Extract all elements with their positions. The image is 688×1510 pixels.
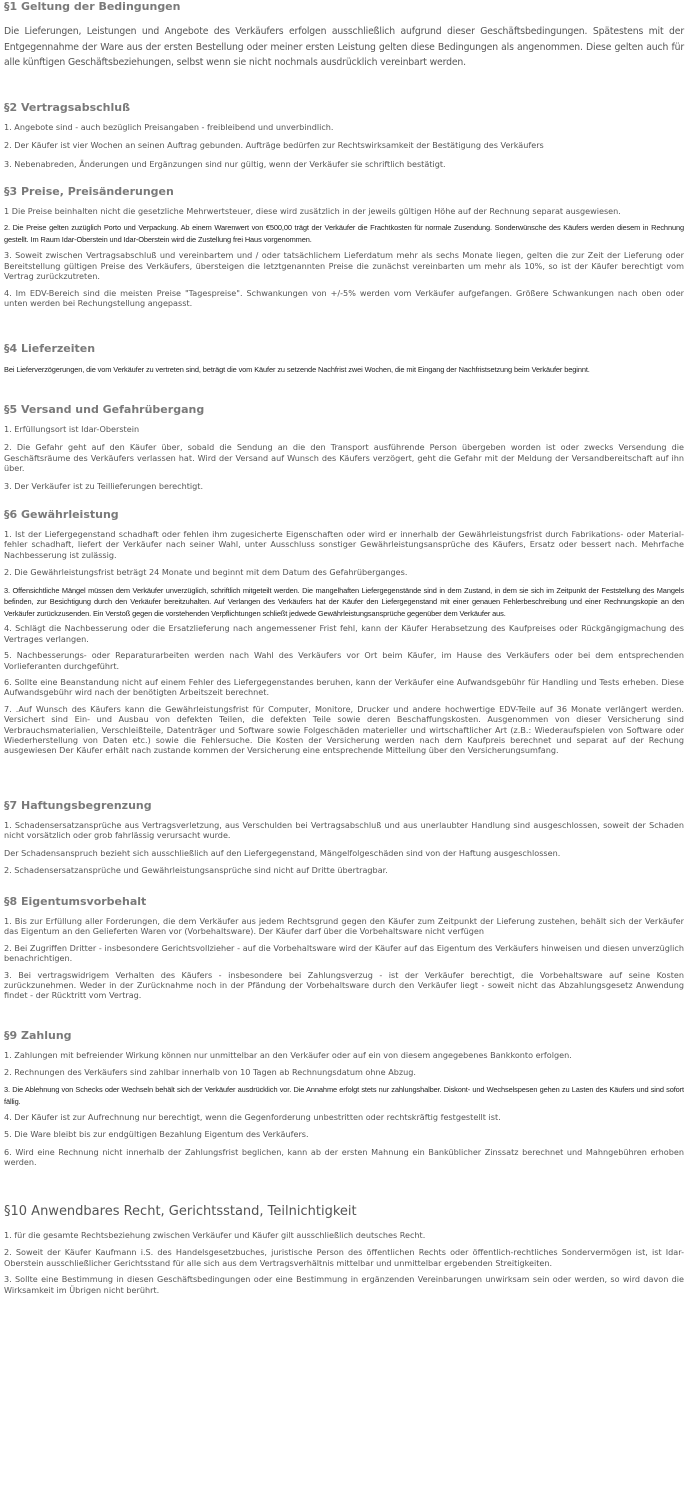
paragraph: 3. Soweit zwischen Vertragsabschluß und vereinbartem und / oder tatsächlichem Lieferdatum mehr als sechs Monate liegen, gelten die zur Zeit der Lieferung oder Bereitstellung gültigen Preise des Verkäufers, übersteigen die letztgenannten Preise die zunächst vereinbarten um mehr als 10%, so ist der Käufer berechtigt vom Vertrag zurückzutreten. <box>4 250 684 282</box>
paragraph: 5. Die Ware bleibt bis zur endgültigen Bezahlung Eigentum des Verkäufers. <box>4 1129 309 1140</box>
paragraph: 3. Bei vertragswidrigem Verhalten des Käufers - insbesondere bei Zahlungsverzug - ist der Verkäufer berechtigt, die Vorbehaltsware auf seine Kosten zurückzunehmen. Weder in der Zurücknahme noch in der Pfändung der Vorbehaltsware durch den Verkäufer liegt - soweit nicht das Abzahlungsgesetz Anwendung findet - der Rücktritt vom Vertrag. <box>4 969 684 1001</box>
paragraph: 4. Schlägt die Nachbesserung oder die Ersatzlieferung nach angemessener Frist fehl, kann der Käufer Herabsetzung des Kaufpreises oder Rückgängigmachung des Vertrages verlangen. <box>4 623 684 644</box>
paragraph: 3. Sollte eine Bestimmung in diesen Geschäftsbedingungen oder eine Bestimmung in ergänzenden Vereinbarungen unwirksam sein oder werden, so wird davon die Wirksamkeit im Übrigen nicht berührt. <box>4 1274 684 1295</box>
paragraph: 1. Angebote sind - auch bezüglich Preisangaben - freibleibend und unverbindlich. <box>4 122 334 132</box>
section-1 <box>4 0 684 71</box>
paragraph: 1. Bis zur Erfüllung aller Forderungen, die dem Verkäufer aus jedem Rechtsgrund gegen den Käufer zum Zeitpunkt der Lieferung zustehen, behält sich der Verkäufer das Eigentum an den Gelieferten Waren vor (Vorbehaltsware). Der Käufer darf über die Vorbehaltsware nicht verfügen <box>4 916 684 937</box>
paragraph: 3. Nebenabreden, Änderungen und Ergänzungen sind nur gültig, wenn der Verkäufer sie schriftlich bestätigt. <box>4 158 446 169</box>
paragraph: 2. Der Käufer ist vier Wochen an seinen Auftrag gebunden. Aufträge bedürfen zur Rechtswirksamkeit der Bestätigung des Verkäufers <box>4 140 544 151</box>
paragraph: 1 Die Preise beinhalten nicht die gesetzliche Mehrwertsteuer, diese wird zusätzlich in der jeweils gültigen Höhe auf der Rechnung separat ausgewiesen. <box>4 206 621 216</box>
paragraph: 2. Bei Zugriffen Dritter - insbesondere Gerichtsvollzieher - auf die Vorbehaltsware wird der Käufer auf das Eigentum des Verkäufers hinweisen und diesen unverzüglich benachrichtigen. <box>4 942 684 964</box>
paragraph: 2. Die Gewährleistungsfrist beträgt 24 Monate und beginnt mit dem Datum des Gefahrüberganges. <box>4 567 408 578</box>
paragraph: 3. Die Ablehnung von Schecks oder Wechseln behält sich der Verkäufer ausdrücklich vor. Die Annahme erfolgt stets nur zahlungshalber. Diskont- und Wechselspesen gehen zu Lasten des Käufers und sind sofort fällig. <box>4 1084 684 1106</box>
paragraph: Bei Lieferverzögerungen, die vom Verkäufer zu vertreten sind, beträgt die vom Käufer zu setzende Nachfrist zwei Wochen, die mit Eingang der Nachfristsetzung beim Verkäufer beginnt. <box>4 365 590 374</box>
paragraph: 2. Soweit der Käufer Kaufmann i.S. des Handelsgesetzbuches, juristische Person des öffentlichen Rechts oder öffentlich-rechtliches Sondervermögen ist, ist Idar-Oberstein ausschließlicher Gerichtsstand für alle sich aus dem Vertragsverhältnis mittelbar und unmittelbar ergebenden Streitigkeiten. <box>4 1247 684 1268</box>
section-title: §1 Geltung der Bedingungen <box>4 0 181 13</box>
paragraph: 6. Sollte eine Beanstandung nicht auf einem Fehler des Liefergegenstandes beruhen, kann der Verkäufer eine Aufwandsgebühr für Handling und Tests erheben. Diese Aufwandsgebühr wird nach der benötigten Arbeitszeit berechnet. <box>4 677 684 698</box>
paragraph: 2. Schadensersatzansprüche und Gewährleistungsansprüche sind nicht auf Dritte übertragbar. <box>4 865 388 876</box>
section-4 <box>4 342 684 376</box>
section-title: §8 Eigentumsvorbehalt <box>4 895 147 908</box>
section-7 <box>4 799 684 876</box>
section-title: §7 Haftungsbegrenzung <box>4 799 152 812</box>
section-10 <box>4 1204 684 1295</box>
section-title: §2 Vertragsabschluß <box>4 101 131 114</box>
section-title: §9 Zahlung <box>4 1029 72 1042</box>
paragraph: 5. Nachbesserungs- oder Reparaturarbeiten werden nach Wahl des Verkäufers vor Ort beim Käufer, im Hause des Verkäufers oder bei dem entsprechenden Vorlieferanten durchgeführt. <box>4 650 684 671</box>
section-title: §5 Versand und Gefahrübergang <box>4 403 205 416</box>
paragraph: 1. Erfüllungsort ist Idar-Oberstein <box>4 424 140 434</box>
paragraph: Die Lieferungen, Leistungen und Angebote des Verkäufers erfolgen ausschließlich aufgrund dieser Geschäftsbedingungen. Spätestens mit der Entgegennahme der Ware aus der ersten Bestellung oder meiner ersten Leistung gelten diese Bedingungen als angenommen. Diese gelten auch für alle künftigen Geschäftsbeziehungen, selbst wenn sie nicht nochmals ausdrücklich vereinbart werden. <box>4 26 684 69</box>
paragraph: 4. Der Käufer ist zur Aufrechnung nur berechtigt, wenn die Gegenforderung unbestritten oder rechtskräftig festgestellt ist. <box>4 1111 501 1122</box>
paragraph: 6. Wird eine Rechnung nicht innerhalb der Zahlungsfrist beglichen, kann ab der ersten Mahnung ein Banküblicher Zinssatz berechnet und Mahngebühren erhoben werden. <box>4 1146 684 1168</box>
section-2 <box>4 101 684 169</box>
section-9 <box>4 1029 684 1167</box>
section-6 <box>4 508 684 756</box>
paragraph: 3. Offensichtliche Mängel müssen dem Verkäufer unverzüglich, schriftlich mitgeteilt werden. Die mangelhaften Liefergegenstände sind in dem Zustand, in dem sie sich im Zeitpunkt der Feststellung des Mangels befinden, zur Besichtigung durch den Verkäufer bereitzuhalten. Auf Verlangen des Verkäufers hat der Käufer den Liefergegenstand mit einer genauen Fehlerbeschreibung und einer Rechnungskopie an den Verkäufer zurückzusenden. Ein Verstoß gegen die vorstehenden Verpflichtungen schließt jedwede Gewährleistungsansprüche gegenüber dem Verkäufer aus. <box>4 585 684 618</box>
paragraph: 1. Ist der Liefergegenstand schadhaft oder fehlen ihm zugesicherte Eigenschaften oder wird er innerhalb der Gewährleistungsfrist durch Fabrikations- oder Material-fehler schadhaft, liefert der Verkäufer nach seiner Wahl, unter Ausschluss sonstiger Gewährleistungsansprüche des Käufers, Ersatz oder bessert nach. Mehrfache Nachbesserung ist zulässig. <box>4 529 684 560</box>
paragraph: 2. Die Gefahr geht auf den Käufer über, sobald die Sendung an die den Transport ausführende Person übergeben worden ist oder zwecks Versendung die Geschäftsräume des Verkäufers verlassen hat. Wird der Versand auf Wunsch des Käufers verzögert, geht die Gefahr mit der Meldung der Versandbereitschaft auf ihn über. <box>4 442 684 474</box>
section-3 <box>4 185 684 308</box>
paragraph: 4. Im EDV-Bereich sind die meisten Preise "Tagespreise". Schwankungen von +/-5% werden vom Verkäufer aufgefangen. Größere Schwankungen nach oben oder unten werden bei Rechungstellung angepasst. <box>4 287 684 309</box>
section-title: §10 Anwendbares Recht, Gerichtsstand, Teilnichtigkeit <box>4 1204 357 1219</box>
paragraph: 2. Die Preise gelten zuzüglich Porto und Verpackung. Ab einem Warenwert von €500,00 trägt der Verkäufer die Frachtkosten für normale Zusendung. Sonderwünsche des Käufers werden diesem in Rechnung gestellt. Im Raum Idar-Oberstein und Idar-Oberstein wird die Zustellung frei Haus vorgenommen. <box>4 223 684 245</box>
paragraph: 1. Schadensersatzansprüche aus Vertragsverletzung, aus Verschulden bei Vertragsabschluß und aus unerlaubter Handlung sind ausgeschlossen, soweit der Schaden nicht vorsätzlich oder grob fahrlässig verursacht wurde. <box>4 820 684 841</box>
section-5 <box>4 403 684 491</box>
paragraph: 2. Rechnungen des Verkäufers sind zahlbar innerhalb von 10 Tagen ab Rechnungsdatum ohne Abzug. <box>4 1067 416 1078</box>
paragraph: 1. für die gesamte Rechtsbeziehung zwischen Verkäufer und Käufer gilt ausschließlich deutsches Recht. <box>4 1230 426 1240</box>
section-title: §6 Gewährleistung <box>4 508 119 521</box>
section-title: §3 Preise, Preisänderungen <box>4 185 174 198</box>
paragraph: Der Schadensanspruch bezieht sich ausschließlich auf den Liefergegenstand, Mängelfolgeschäden sind von der Haftung ausgeschlossen. <box>4 847 561 858</box>
section-title: §4 Lieferzeiten <box>4 342 96 355</box>
section-8 <box>4 895 684 1001</box>
paragraph: 3. Der Verkäufer ist zu Teillieferungen berechtigt. <box>4 480 204 491</box>
paragraph: 7. .Auf Wunsch des Käufers kann die Gewährleistungsfrist für Computer, Monitore, Drucker und andere hochwertige EDV-Teile auf 36 Monate verlängert werden. Versichert sind Ein- und Ausbau von defekten Teilen, die defekten Teile sowie deren Beschaffungskosten. Ausgenommen von dieser Versicherung sind Verbrauchsmaterialien, Verschleißteile, Datenträger und Software sowie Folgeschäden materieller und wirtschaftlicher Art (z.B.: Wiederaufspielen von Software oder Wiederherstellung von Daten etc.) sowie die Fehlersuche. Die Kosten der Versicherung werden nach dem Kaufpreis berechnet und separat auf der Rechung ausgewiesen Der Käufer erhält nach zustande kommen der Versicherung eine entsprechende Mitteilung über den Versicherungsumfang. <box>4 703 684 756</box>
paragraph: 1. Zahlungen mit befreiender Wirkung können nur unmittelbar an den Verkäufer oder auf ein von diesem angegebenes Bankkonto erfolgen. <box>4 1050 572 1060</box>
